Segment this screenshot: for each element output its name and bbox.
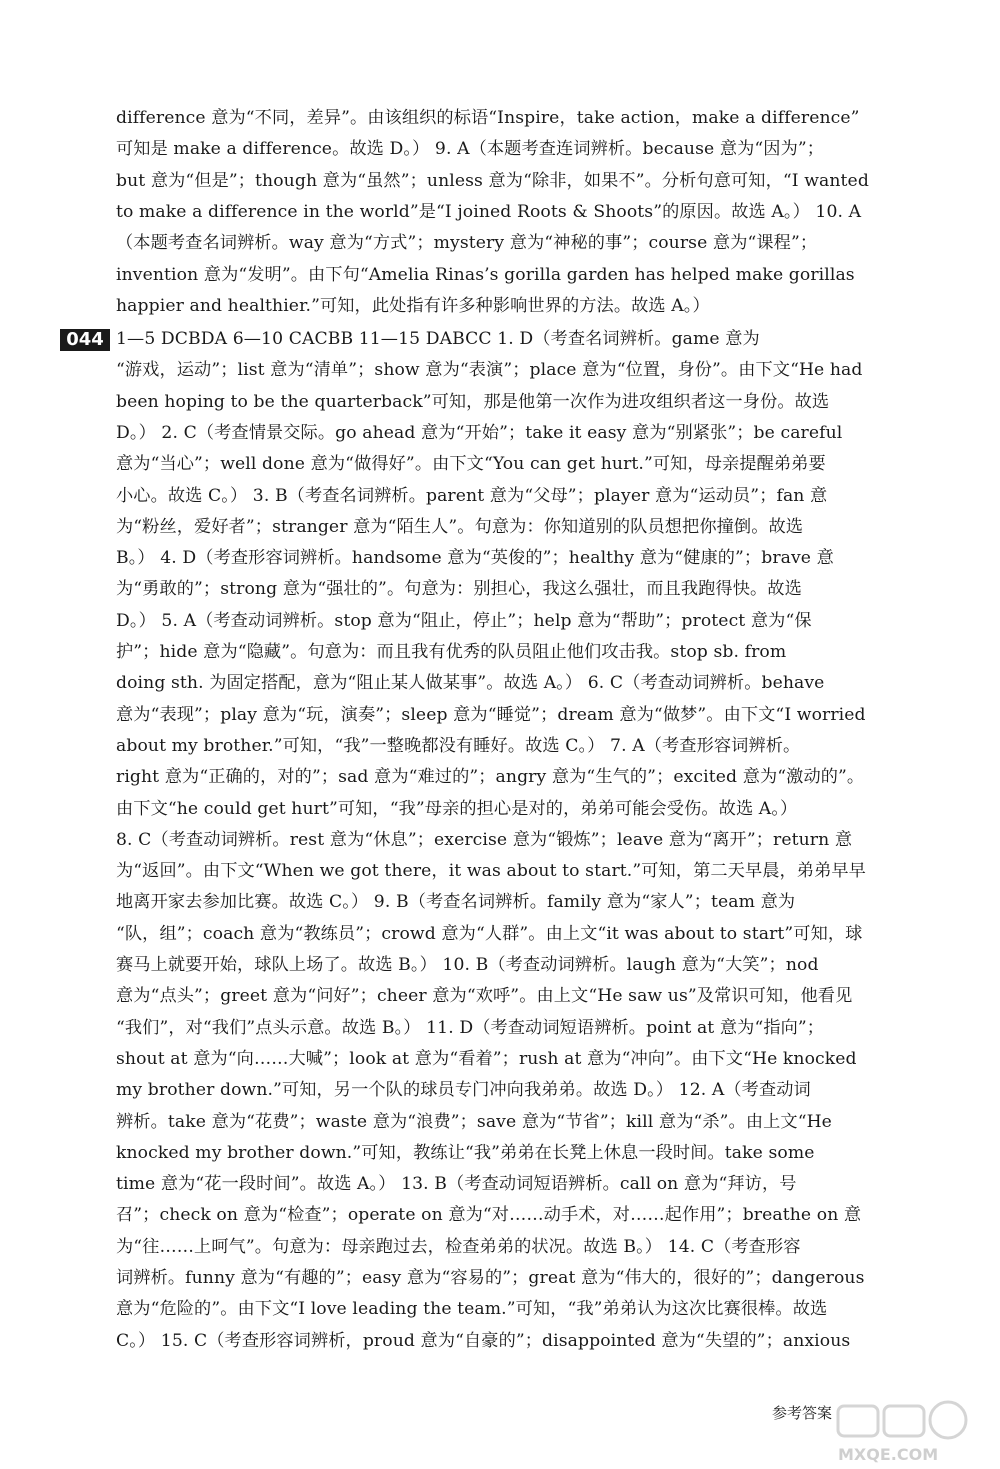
- watermark-text: MXQE.COM: [838, 1445, 939, 1464]
- text-line: knocked my brother down.”可知，教练让“我”弟弟在长凳上休息一段时间。take some: [116, 1142, 815, 1163]
- text-line: 意为“危险的”。由下文“I love leading the team.”可知，“我”弟弟认为这次比赛很棒。故选: [116, 1299, 828, 1320]
- text-line: （本题考查名词辨析。way 意为“方式”；mystery 意为“神秘的事”；course 意为“课程”；: [116, 233, 818, 254]
- footer-label: 参考答案: [772, 1404, 833, 1422]
- text-line: 词辨析。funny 意为“有趣的”；easy 意为“容易的”；great 意为“伟大的，很好的”；dangerous: [116, 1268, 865, 1288]
- text-line: 地离开家去参加比赛。故选 C。） 9. B（考查名词辨析。family 意为“家人”；team 意为: [116, 892, 796, 913]
- text-line: about my brother.”可知，“我”一整晚都没有睡好。故选 C。） 7. A（考查形容词辨析。: [116, 735, 801, 756]
- text-line: 意为“点头”；greet 意为“问好”；cheer 意为“欢呼”。由上文“He saw us”及常识可知，他看见: [116, 986, 853, 1007]
- text-line: 意为“当心”；well done 意为“做得好”。由下文“You can get hurt.”可知，母亲提醒弟弟要: [116, 454, 826, 475]
- watermark-logo: [818, 1398, 992, 1466]
- text-line: 护”；hide 意为“隐藏”。句意为：而且我有优秀的队员阻止他们攻击我。stop sb. from: [116, 642, 787, 662]
- text-line: been hoping to be the quarterback”可知，那是他第一次作为进攻组织者这一身份。故选: [116, 391, 830, 412]
- page-number-tag: 044: [60, 329, 110, 351]
- text-line: 8. C（考查动词辨析。rest 意为“休息”；exercise 意为“锻炼”；leave 意为“离开”；return 意: [116, 829, 853, 850]
- text-line: 为“粉丝，爱好者”；stranger 意为“陌生人”。句意为：你知道别的队员想把你撞倒。故选: [116, 516, 804, 537]
- text-line: C。） 15. C（考查形容词辨析，proud 意为“自豪的”；disappointed 意为“失望的”；anxious: [116, 1330, 851, 1351]
- text-line: 意为“表现”；play 意为“玩，演奏”；sleep 意为“睡觉”；dream 意为“做梦”。由下文“I worried: [116, 704, 866, 725]
- text-line: happier and healthier.”可知，此处指有许多种影响世界的方法。故选 A。）: [116, 295, 710, 316]
- text-line: my brother down.”可知，另一个队的球员专门冲向我弟弟。故选 D。） 12. A（考查动词: [116, 1080, 811, 1101]
- text-line: 为“勇敢的”；strong 意为“强壮的”。句意为：别担心，我这么强壮，而且我跑得快。故选: [116, 579, 802, 600]
- text-line: “队，组”；coach 意为“教练员”；crowd 意为“人群”。由上文“it was about to start”可知，球: [116, 923, 863, 944]
- text-line: B。） 4. D（考查形容词辨析。handsome 意为“英俊的”；healthy 意为“健康的”；brave 意: [116, 548, 834, 569]
- text-line: difference 意为“不同，差异”。由该组织的标语“Inspire，take action，make a difference”: [116, 108, 860, 128]
- text-line: D。） 5. A（考查动词辨析。stop 意为“阻止，停止”；help 意为“帮助”；protect 意为“保: [116, 610, 812, 631]
- text-line: “游戏，运动”；list 意为“清单”；show 意为“表演”；place 意为“位置，身份”。由下文“He had: [116, 360, 863, 381]
- text-line: to make a difference in the world”是“I joined Roots & Shoots”的原因。故选 A。） 10. A: [116, 201, 862, 222]
- text-line: 为“往……上呵气”。句意为：母亲跑过去，检查弟弟的状况。故选 B。） 14. C（考查形容: [116, 1236, 801, 1257]
- text-line: doing sth. 为固定搭配，意为“阻止某人做某事”。故选 A。） 6. C（考查动词辨析。behave: [116, 673, 825, 694]
- text-line: right 意为“正确的，对的”；sad 意为“难过的”；angry 意为“生气的”；excited 意为“激动的”。: [116, 767, 865, 788]
- text-line: 1—5 DCBDA 6—10 CACBB 11—15 DABCC 1. D（考查名词辨析。game 意为: [116, 329, 760, 349]
- text-line: 可知是 make a difference。故选 D。） 9. A（本题考查连词辨析。because 意为“因为”；: [116, 139, 825, 160]
- text-line: 小心。故选 C。） 3. B（考查名词辨析。parent 意为“父母”；player 意为“运动员”；fan 意: [116, 485, 828, 506]
- text-line: “我们”，对“我们”点头示意。故选 B。） 11. D（考查动词短语辨析。point at 意为“指向”；: [116, 1017, 825, 1038]
- text-line: 辨析。take 意为“花费”；waste 意为“浪费”；save 意为“节省”；kill 意为“杀”。由上文“He: [116, 1111, 832, 1132]
- text-line: 由下文“he could get hurt”可知，“我”母亲的担心是对的，弟弟可能会受伤。故选 A。）: [116, 798, 798, 819]
- text-line: shout at 意为“向……大喊”；look at 意为“看着”；rush at 意为“冲向”。由下文“He knocked: [116, 1048, 857, 1069]
- text-line: 召”；check on 意为“检查”；operate on 意为“对……动手术，对……起作用”；breathe on 意: [116, 1205, 862, 1226]
- text-line: time 意为“花一段时间”。故选 A。） 13. B（考查动词短语辨析。call on 意为“拜访，号: [116, 1174, 797, 1195]
- text-line: but 意为“但是”；though 意为“虽然”；unless 意为“除非，如果不”。分析句意可知，“I wanted: [116, 170, 869, 191]
- text-line: 赛马上就要开始，球队上场了。故选 B。） 10. B（考查动词辨析。laugh 意为“大笑”；nod: [116, 955, 819, 975]
- text-line: D。） 2. C（考查情景交际。go ahead 意为“开始”；take it easy 意为“别紧张”；be careful: [116, 422, 843, 443]
- text-line: invention 意为“发明”。由下句“Amelia Rinas’s gorilla garden has helped make gorillas: [116, 264, 855, 285]
- text-line: 为“返回”。由下文“When we got there，it was about to start.”可知，第二天早晨，弟弟早早: [116, 861, 866, 882]
